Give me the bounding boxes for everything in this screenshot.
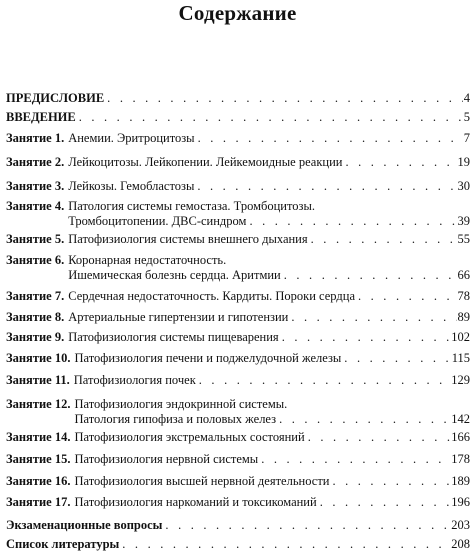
toc-entry-label: Занятие 10. — [6, 351, 71, 365]
toc-entry-label: Занятие 7. — [6, 289, 65, 303]
toc-entry — [6, 232, 470, 247]
toc-entry-label: Занятие 4. — [6, 199, 65, 213]
toc-entry-label: Занятие 9. — [6, 330, 65, 344]
toc-entry — [6, 474, 470, 489]
toc-entry-title: ПРЕДИСЛОВИЕ — [6, 91, 105, 105]
toc-page-number: 55 — [457, 232, 470, 246]
toc-entry — [6, 253, 470, 283]
dot-leader — [291, 310, 456, 325]
toc-page-number: 4 — [463, 91, 470, 105]
toc-page-number: 19 — [457, 155, 470, 169]
toc-entry-title: Патология системы гемостаза. Тромбоцитозы. — [68, 199, 316, 213]
toc-entry-title: Патофизиология системы внешнего дыхания — [68, 232, 308, 246]
toc-entry-title: Лейкозы. Гемобластозы — [68, 179, 195, 193]
toc-entry-title: Коронарная недостаточность. — [68, 253, 227, 267]
toc-entry-title: Сердечная недостаточность. Кардиты. Пороки сердца — [68, 289, 355, 303]
toc-page-number: 30 — [457, 179, 470, 193]
toc-entry — [6, 310, 470, 325]
toc-entry — [6, 155, 470, 170]
toc-entry-label: Занятие 1. — [6, 131, 65, 145]
toc-entry-title: Патофизиология почек — [73, 373, 196, 387]
toc-entry-label: Занятие 12. — [6, 397, 71, 411]
dot-leader — [282, 330, 451, 345]
toc-entry — [6, 289, 470, 304]
toc-page-number: 39 — [457, 214, 470, 228]
toc-page-number: 89 — [457, 310, 470, 324]
toc-entry-title: Патофизиология печени и поджелудочной железы — [74, 351, 342, 365]
toc-entry — [6, 199, 470, 229]
toc-page-number: 129 — [451, 373, 470, 387]
toc-entry-title: Ишемическая болезнь сердца. Аритмии — [68, 268, 281, 282]
toc-entry-label: Занятие 16. — [6, 474, 71, 488]
toc-page-number: 5 — [463, 110, 470, 124]
toc-entry-title: Экзаменационные вопросы — [6, 518, 163, 532]
toc-page-number: 102 — [451, 330, 470, 344]
dot-leader — [311, 232, 457, 247]
toc-entry — [6, 91, 470, 106]
toc-entry-title: Тромбоцитопении. ДВС-синдром — [68, 214, 247, 228]
toc-entry-title: Патофизиология высшей нервной деятельности — [74, 474, 330, 488]
toc-entry-title: Патофизиология нервной системы — [74, 452, 259, 466]
toc-entry-label: Занятие 3. — [6, 179, 65, 193]
toc-page-number: 166 — [451, 430, 470, 444]
toc-entry-label: Занятие 14. — [6, 430, 71, 444]
toc-page-number: 142 — [451, 412, 470, 426]
toc-entry-title: Патология гипофиза и половых желез — [74, 412, 277, 426]
toc-entry-label: Занятие 5. — [6, 232, 65, 246]
dot-leader — [332, 474, 450, 489]
toc-entry-label: Занятие 11. — [6, 373, 70, 387]
toc-entry — [6, 518, 470, 533]
toc-entry-label: Занятие 17. — [6, 495, 71, 509]
dot-leader — [199, 373, 450, 388]
dot-leader — [197, 179, 456, 194]
toc-page-number: 189 — [451, 474, 470, 488]
toc-entry-title: Патофизиология наркоманий и токсикоманий — [74, 495, 317, 509]
page-title: Содержание — [178, 1, 297, 25]
toc-entry-label: Занятие 15. — [6, 452, 71, 466]
toc-entry-title: Анемии. Эритроцитозы — [68, 131, 195, 145]
dot-leader — [284, 268, 457, 283]
toc-entry — [6, 351, 470, 366]
toc-entry — [6, 430, 470, 445]
toc-page-number: 178 — [451, 452, 470, 466]
toc-page-number: 7 — [463, 131, 470, 145]
toc-page-number: 115 — [451, 351, 470, 365]
toc-entry — [6, 373, 470, 388]
toc-page-number: 78 — [457, 289, 470, 303]
toc-entry-title: Список литературы — [6, 537, 120, 551]
dot-leader — [261, 452, 450, 467]
toc-page-number: 208 — [451, 537, 470, 551]
toc-entry-title: Патофизиология экстремальных состояний — [74, 430, 305, 444]
toc-page-number: 196 — [451, 495, 470, 509]
toc-entry — [6, 179, 470, 194]
dot-leader — [344, 351, 450, 366]
toc-entry-label: Занятие 8. — [6, 310, 65, 324]
dot-leader — [308, 430, 451, 445]
dot-leader — [249, 214, 456, 229]
toc-entry — [6, 495, 470, 510]
toc-list — [6, 0, 470, 550]
dot-leader — [358, 289, 457, 304]
toc-entry-title: Патофизиология системы пищеварения — [68, 330, 279, 344]
toc-entry — [6, 397, 470, 427]
toc-entry-label: Занятие 6. — [6, 253, 65, 267]
dot-leader — [107, 91, 463, 106]
dot-leader — [320, 495, 451, 510]
toc-entry-title: Артериальные гипертензии и гипотензии — [68, 310, 289, 324]
dot-leader — [345, 155, 456, 170]
dot-leader — [198, 131, 463, 146]
toc-entry — [6, 110, 470, 125]
toc-entry-title: Патофизиология эндокринной системы. — [74, 397, 288, 411]
dot-leader — [279, 412, 450, 427]
toc-page-number: 203 — [451, 518, 470, 532]
toc-page-number: 66 — [457, 268, 470, 282]
toc-entry — [6, 131, 470, 146]
toc-entry-label: Занятие 2. — [6, 155, 65, 169]
toc-entry-title: Лейкоцитозы. Лейкопении. Лейкемоидные реакции — [68, 155, 343, 169]
toc-entry — [6, 330, 470, 345]
dot-leader — [165, 518, 450, 533]
dot-leader — [79, 110, 463, 125]
toc-entry — [6, 452, 470, 467]
toc-entry-title: ВВЕДЕНИЕ — [6, 110, 76, 124]
